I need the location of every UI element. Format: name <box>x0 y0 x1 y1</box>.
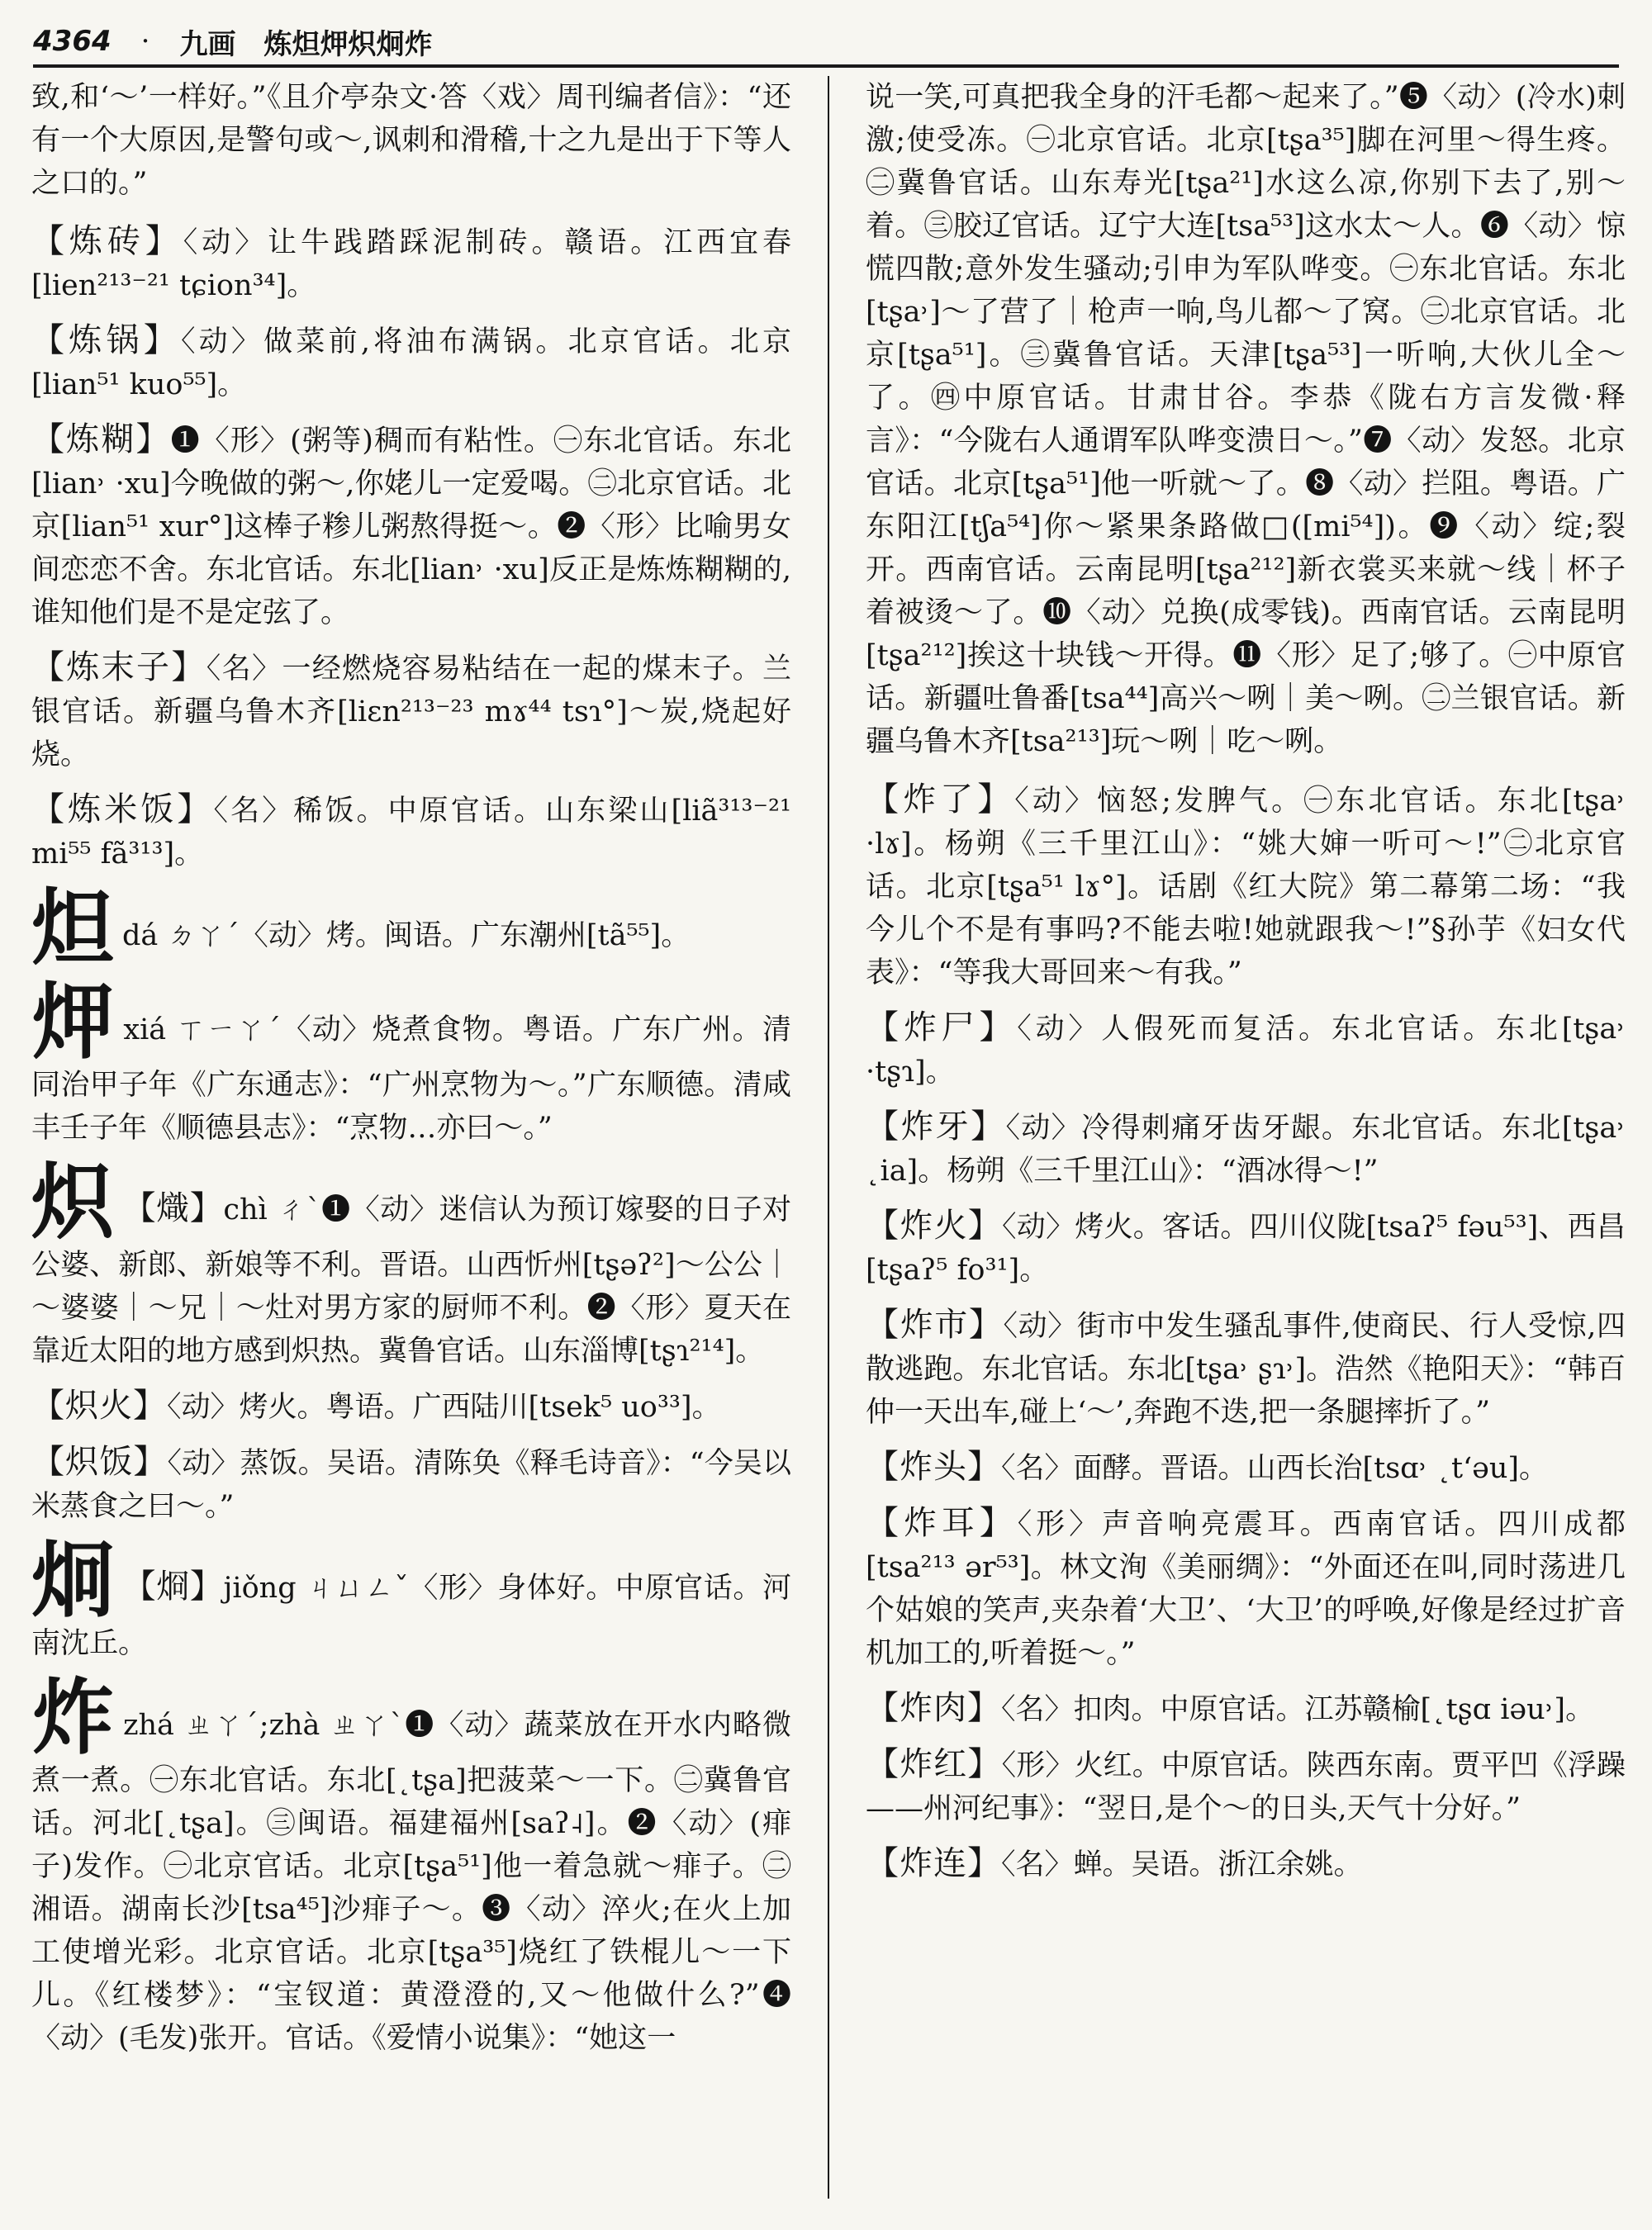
entry-definition: 〈动〉蒸饭。吴语。清陈奂《释毛诗音》：“今吴以米蒸食之曰～。” <box>31 1447 791 1523</box>
entry-headword: 【炸头】 <box>866 1448 1001 1486</box>
entry-zha-lian <box>866 1842 1626 1886</box>
entry-headword: 【炸连】 <box>866 1844 1001 1882</box>
entry-definition: 〈形〉声音响亮震耳。西南官话。四川成都[tsa²¹³ ər⁵³]。林文洵《美丽绸》：“外面还在叫,同时荡进几个姑娘的笑声,夹杂着‘大卫’、‘大卫’的呼唤,好像是经过扩音机加工的,听着挺～。” <box>866 1508 1626 1670</box>
column-divider <box>828 76 829 2199</box>
character-entry-chi <box>31 1154 791 1373</box>
entry-definition: 〈名〉稀饭。中原官话。山东梁山[liã³¹³⁻²¹ mi⁵⁵ fã³¹³]。 <box>31 795 791 871</box>
entry-definition: 〈名〉蝉。吴语。浙江余姚。 <box>1001 1848 1363 1881</box>
entry-headword: 【炼糊】 <box>31 420 171 458</box>
head-character: 炟 <box>31 880 114 976</box>
entry-definition: xiá ㄒㄧㄚˊ〈动〉烧煮食物。粤语。广东广州。清同治甲子年《广东通志》：“广州烹物为～。”广东顺德。清咸丰壬子年《顺德县志》：“烹物…亦曰～。” <box>31 1013 791 1145</box>
page-number: 4364 <box>33 25 112 58</box>
entry-zha-huo <box>866 1204 1626 1292</box>
entry-definition: jiǒng ㄐㄩㄥˇ〈形〉身体好。中原官话。河南沈丘。 <box>31 1572 791 1660</box>
entry-lian-zhuan <box>31 220 791 307</box>
entry-chi-huo <box>31 1384 791 1429</box>
entry-zha-hong <box>866 1743 1626 1830</box>
entry-definition: 〈动〉街市中发生骚乱事件,使商民、行人受惊,四散逃跑。东北官话。东北[tʂa˒ ʂɿ˒]。浩然《艳阳天》：“韩百仲一天出车,碰上‘～’,奔跑不迭,把一条腿摔折了。” <box>866 1310 1626 1429</box>
entry-definition: dá ㄉㄚˊ〈动〉烤。闽语。广东潮州[tã⁵⁵]。 <box>122 919 691 952</box>
continued-text: 说一笑,可真把我全身的汗毛都～起来了。”❺〈动〉(冷水)刺激;使受冻。㊀北京官话。北京[tʂa³⁵]脚在河里～得生疼。㊁冀鲁官话。山东寿光[tʂa²¹]水这么凉,你别下去了,别～着。㊂胶辽官话。辽宁大连[tsa⁵³]这水太～人。❻〈动〉惊慌四散;意外发生骚动;引申为军队哗变。㊀东北官话。东北[tʂa˒]～了营了｜枪声一响,鸟儿都～了窝。㊁北京官话。北京[tʂa⁵¹]。㊂冀鲁官话。天津[tʂa⁵³]一听响,大伙儿全～了。㊃中原官话。甘肃甘谷。李恭《陇右方言发微·释言》：“今陇右人通谓军队哗变溃日～。”❼〈动〉发怒。北京官话。北京[tʂa⁵¹]他一听就～了。❽〈动〉拦阻。粤语。广东阳江[tʃa⁵⁴]你～紧果条路做□([mi⁵⁴])。❾〈动〉绽;裂开。西南官话。云南昆明[tʂa²¹²]新衣裳买来就～线｜杯子着被烫～了。❿〈动〉兑换(成零钱)。西南官话。云南昆明[tʂa²¹²]挨这十块钱～开得。⓫〈形〉足了;够了。㊀中原官话。新疆吐鲁番[tsa⁴⁴]高兴～咧｜美～咧。㊁兰银官话。新疆乌鲁木齐[tsa²¹³]玩～咧｜吃～咧。 <box>866 81 1626 758</box>
character-entry-xia <box>31 974 791 1150</box>
entry-headword: 【炸了】 <box>866 780 1015 818</box>
entry-headword: 【炼砖】 <box>31 222 183 260</box>
entry-headword: 【炸市】 <box>866 1306 1004 1344</box>
entry-headword: 【炸火】 <box>866 1207 1002 1245</box>
entry-lian-guo <box>31 319 791 406</box>
entry-zha-ya <box>866 1105 1626 1193</box>
character-entry-jiong <box>31 1532 791 1665</box>
page-header <box>33 18 1619 68</box>
entry-definition: 〈动〉做菜前,将油布满锅。北京官话。北京[lian⁵¹ kuo⁵⁵]。 <box>31 325 791 401</box>
right-column <box>866 76 1626 2215</box>
entry-definition: 〈动〉让牛践踏踩泥制砖。赣语。江西宜春[lien²¹³⁻²¹ tɕion³⁴]。 <box>31 226 791 302</box>
entry-definition: 〈动〉人假死而复活。东北官话。东北[tʂa˒ ·tʂɿ]。 <box>866 1013 1626 1089</box>
entry-definition: 〈动〉烤火。客话。四川仪陇[tsaʔ⁵ fəu⁵³]、西昌[tʂaʔ⁵ fo³¹]。 <box>866 1211 1626 1287</box>
entry-definition: 〈形〉火红。中原官话。陕西东南。贾平凹《浮躁——州河纪事》：“翌日,是个～的日头,天气十分好。” <box>866 1749 1626 1825</box>
head-character: 炯 <box>31 1532 115 1629</box>
entry-definition: 〈名〉扣肉。中原官话。江苏赣榆[˛tʂɑ iəu˒]。 <box>1001 1693 1595 1726</box>
entry-definition: zhá ㄓㄚˊ;zhà ㄓㄚˋ❶〈动〉蔬菜放在开水内略微煮一煮。㊀东北官话。东北[˛tʂa]把菠菜～一下。㊁冀鲁官话。河北[˛tʂa]。㊂闽语。福建福州[saʔ˨]。❷〈动〉(痱子)发作。㊀北京官话。北京[tʂa⁵¹]他一着急就～痱子。㊁湘语。湖南长沙[tsa⁴⁵]沙痱子～。❸〈动〉淬火;在火上加工使增光彩。北京官话。北京[tʂa³⁵]烧红了铁棍儿～一下儿。《红楼梦》：“宝钗道：黄澄澄的,又～他做什么?”❹〈动〉(毛发)张开。官话。《爱情小说集》：“她这一 <box>31 1709 791 2055</box>
left-column <box>31 76 791 2215</box>
continued-text: 致,和‘～’一样好。”《且介亭杂文·答〈戏〉周刊编者信》：“还有一个大原因,是警句或～,讽刺和滑稽,十之九是出于下等人之口的。” <box>31 81 791 200</box>
entry-definition: 〈动〉冷得刺痛牙齿牙龈。东北官话。东北[tʂa˒ ˛ia]。杨朔《三千里江山》：“酒冰得～!” <box>866 1112 1626 1188</box>
character-entry-da <box>31 880 791 976</box>
entry-zha-le <box>866 778 1626 994</box>
head-character: 炸 <box>31 1669 116 1766</box>
entry-headword: 【炼锅】 <box>31 321 181 359</box>
entry-headword: 【炸肉】 <box>866 1689 1001 1727</box>
running-title: 九画 炼炟炠炽炯炸 <box>179 27 433 61</box>
entry-headword: 【炼米饭】 <box>31 790 214 828</box>
traditional-form: 【熾】 <box>122 1189 224 1227</box>
entry-definition: ❶〈形〉(粥等)稠而有粘性。㊀东北官话。东北[lian˒ ·xu]今晚做的粥～,你姥儿一定爱喝。㊁北京官话。北京[lian⁵¹ xur°]这棒子糁儿粥熬得挺～。❷〈形〉比喻男女间恋恋不舍。东北官话。东北[lian˒ ·xu]反正是炼炼糊糊的,谁知他们是不是定弦了。 <box>31 425 791 629</box>
entry-headword: 【炸尸】 <box>866 1008 1018 1046</box>
entry-zha-rou <box>866 1687 1626 1731</box>
entry-lian-mi-fan <box>31 788 791 875</box>
character-entry-zha <box>31 1669 791 2060</box>
entry-definition: chì ㄔˋ❶〈动〉迷信认为预订嫁娶的日子对公婆、新郎、新娘等不利。晋语。山西忻州[tʂəʔ²]～公公｜～婆婆｜～兄｜～灶对男方家的厨师不利。❷〈形〉夏天在靠近太阳的地方感到炽热。冀鲁官话。山东淄博[tʂɿ²¹⁴]。 <box>31 1193 791 1368</box>
header-separator: · <box>140 25 150 58</box>
entry-definition: 〈名〉面酵。晋语。山西长治[tsɑ˒ ˛tʻəu]。 <box>1001 1452 1549 1485</box>
entry-headword: 【炸耳】 <box>866 1504 1018 1542</box>
entry-definition: 〈动〉恼怒;发脾气。㊀东北官话。东北[tʂa˒ ·lɤ]。杨朔《三千里江山》：“姚大婶一听可～!”㊁北京官话。北京[tʂa⁵¹ lɤ°]。话剧《红大院》第二幕第二场：“我今儿个不是有事吗?不能去啦!她就跟我～!”§孙芋《妇女代表》：“等我大哥回来～有我。” <box>866 785 1626 989</box>
head-character: 炽 <box>31 1154 115 1250</box>
traditional-form: 【烱】 <box>122 1568 224 1606</box>
head-character: 炠 <box>31 974 116 1070</box>
entry-definition: 〈动〉烤火。粤语。广西陆川[tsek⁵ uo³³]。 <box>167 1391 721 1424</box>
entry-headword: 【炼末子】 <box>31 648 206 686</box>
entry-zha-shi-market <box>866 1303 1626 1434</box>
entry-headword: 【炽火】 <box>31 1387 167 1425</box>
entry-definition: 〈名〉一经燃烧容易粘结在一起的煤末子。兰银官话。新疆乌鲁木齐[liɛn²¹³⁻²³ mɤ⁴⁴ tsɿ°]～炭,烧起好烧。 <box>31 652 791 771</box>
entry-chi-fan <box>31 1440 791 1528</box>
entry-headword: 【炽饭】 <box>31 1443 168 1481</box>
entry-headword: 【炸牙】 <box>866 1108 1006 1146</box>
entry-lian-hu <box>31 418 791 634</box>
entry-zha-shi-corpse <box>866 1006 1626 1094</box>
entry-headword: 【炸红】 <box>866 1745 1002 1783</box>
entry-zha-tou <box>866 1445 1626 1490</box>
entry-zha-er <box>866 1502 1626 1675</box>
entry-lian-mo-zi <box>31 646 791 776</box>
